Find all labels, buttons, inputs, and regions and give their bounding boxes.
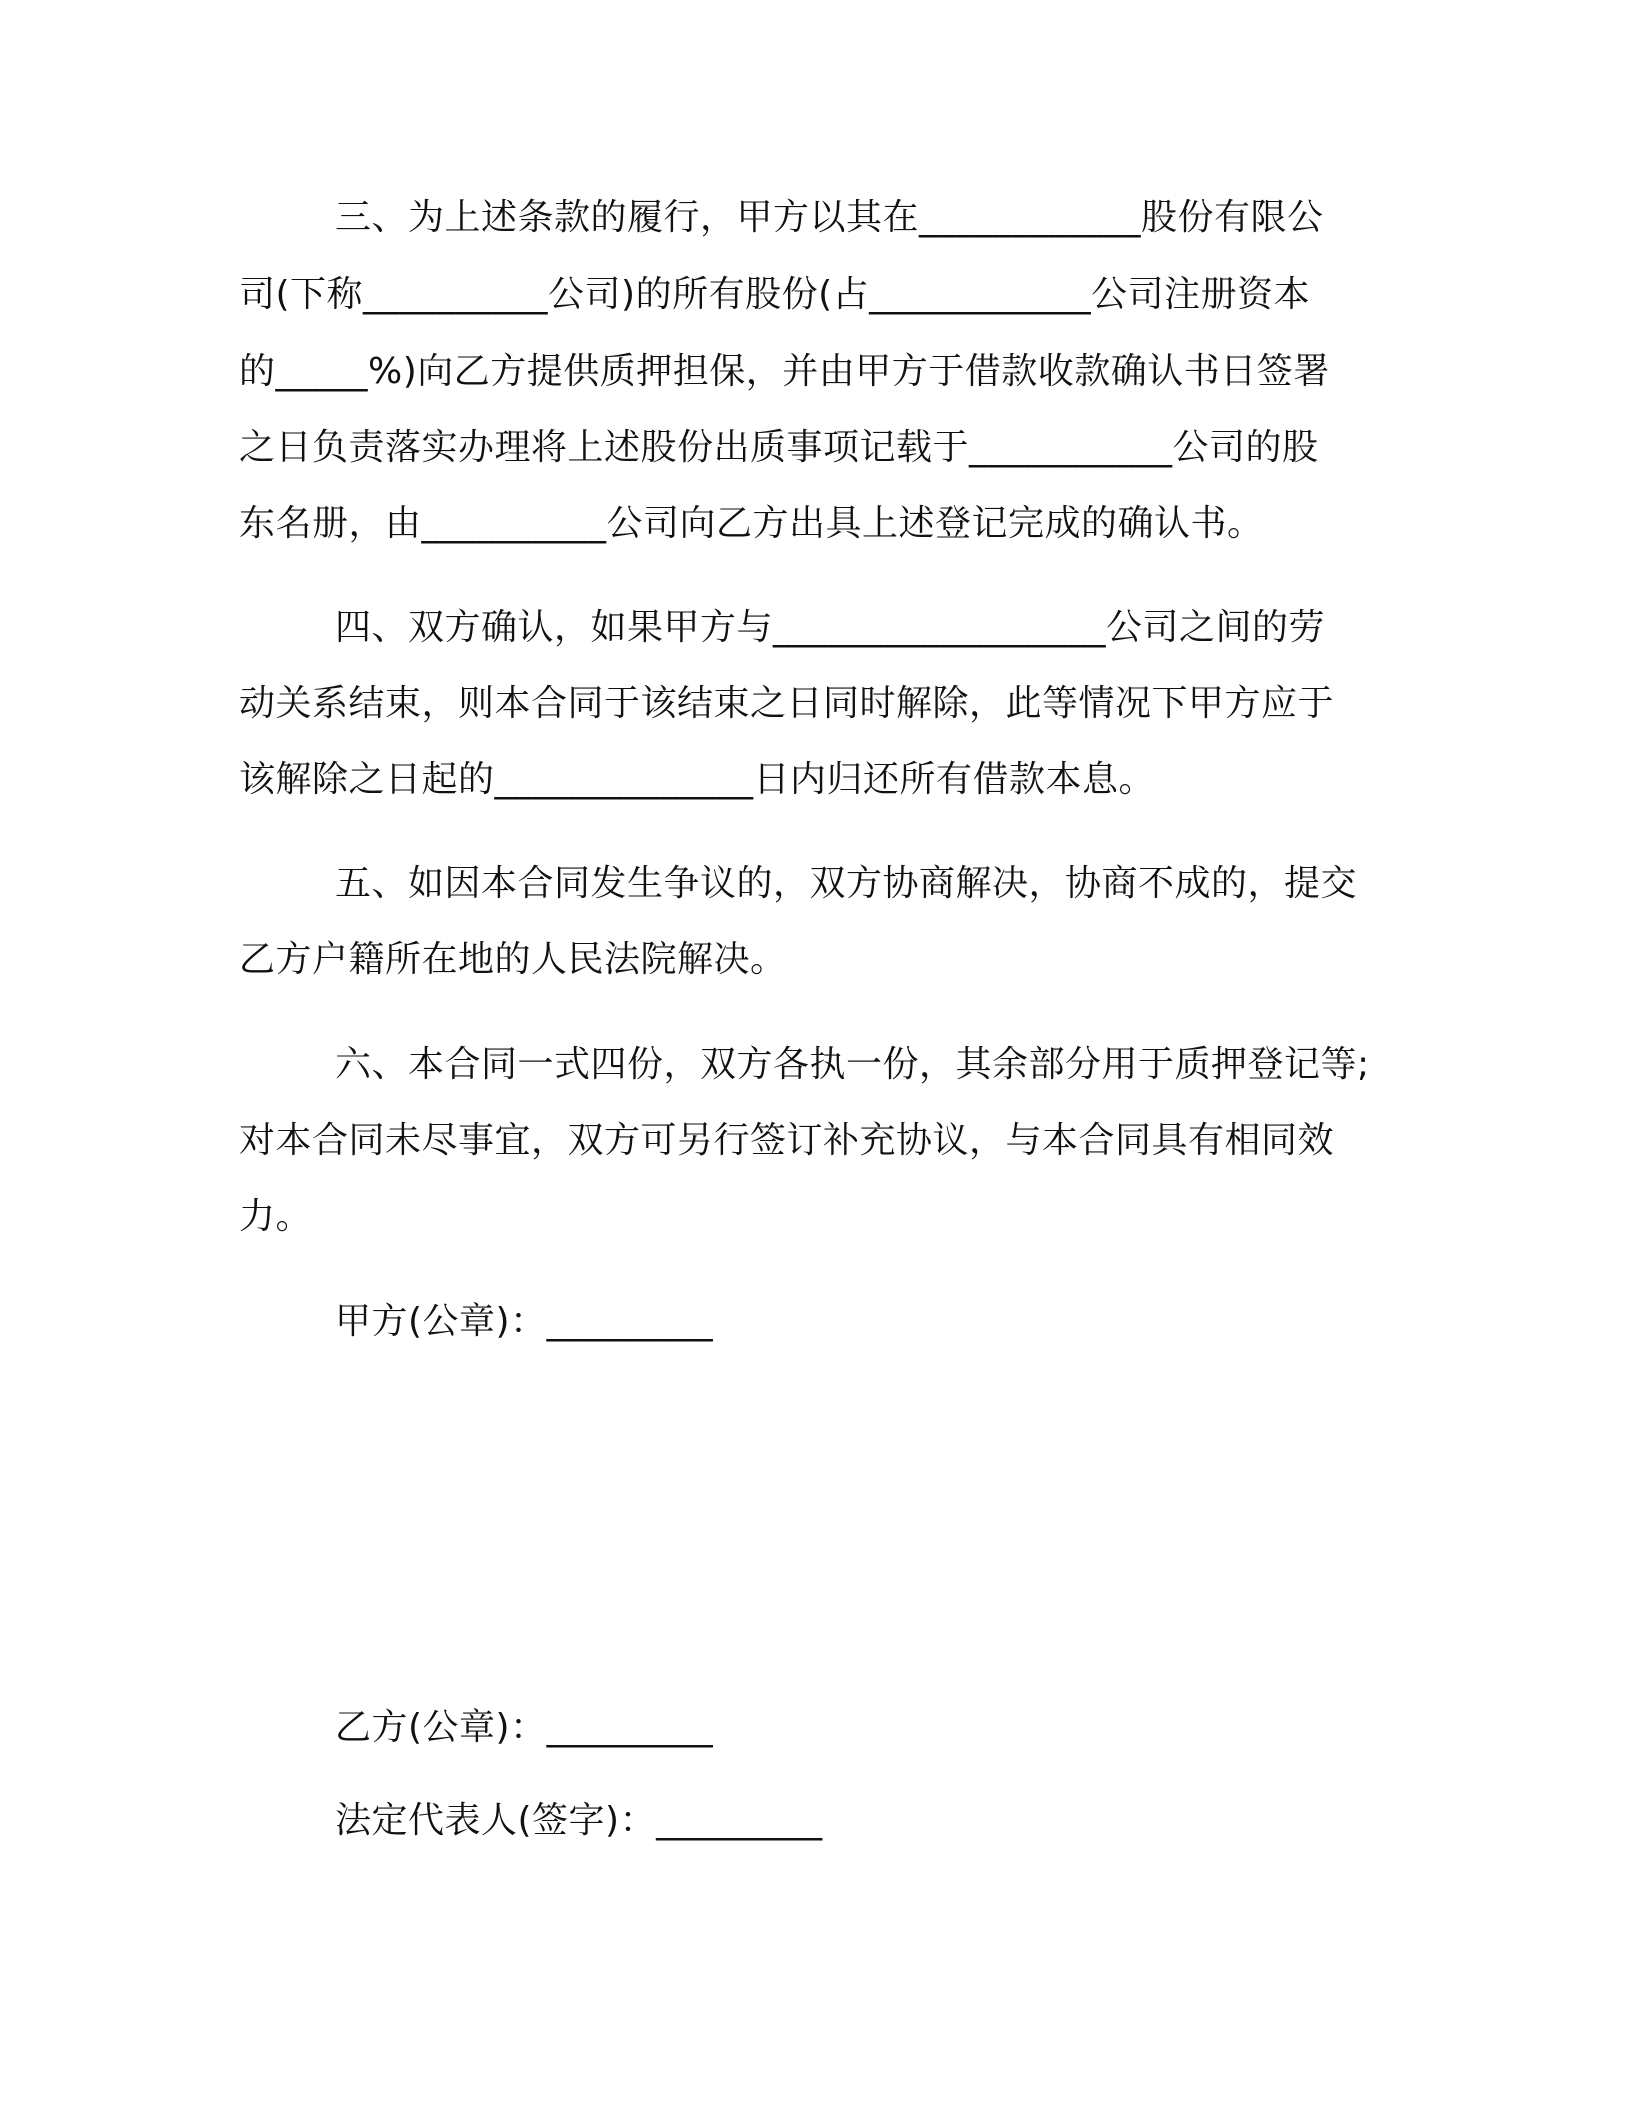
clause-5-line-1: 五、如因本合同发生争议的，双方协商解决，协商不成的，提交: [335, 863, 1358, 904]
clause-3-line-2: 司(下称__________公司)的所有股份(占____________公司注册资本: [239, 274, 1311, 315]
clause-3-line-1: 三、为上述条款的履行，甲方以其在____________股份有限公: [335, 197, 1324, 238]
clause-4-line-2: 动关系结束，则本合同于该结束之日同时解除，此等情况下甲方应于: [239, 683, 1335, 724]
clause-3-line-5: 东名册，由__________公司向乙方出具上述登记完成的确认书。: [239, 503, 1264, 544]
party-a-signature: 甲方(公章)：_________: [335, 1301, 714, 1342]
party-b-signature: 乙方(公章)：_________: [335, 1707, 714, 1748]
clause-3-line-3: 的_____%)向乙方提供质押担保，并由甲方于借款收款确认书日签署: [239, 351, 1330, 392]
clause-4-line-3: 该解除之日起的______________日内归还所有借款本息。: [239, 759, 1156, 800]
clause-6-line-3: 力。: [239, 1196, 313, 1237]
clause-6-line-2: 对本合同未尽事宜，双方可另行签订补充协议，与本合同具有相同效: [239, 1120, 1335, 1161]
clause-5-line-2: 乙方户籍所在地的人民法院解决。: [239, 939, 787, 980]
legal-representative-signature: 法定代表人(签字)：_________: [335, 1800, 823, 1841]
clause-3-line-4: 之日负责落实办理将上述股份出质事项记载于___________公司的股: [239, 427, 1319, 468]
clause-6-line-1: 六、本合同一式四份，双方各执一份，其余部分用于质押登记等;: [335, 1044, 1370, 1085]
clause-4-line-1: 四、双方确认，如果甲方与__________________公司之间的劳: [335, 607, 1326, 648]
